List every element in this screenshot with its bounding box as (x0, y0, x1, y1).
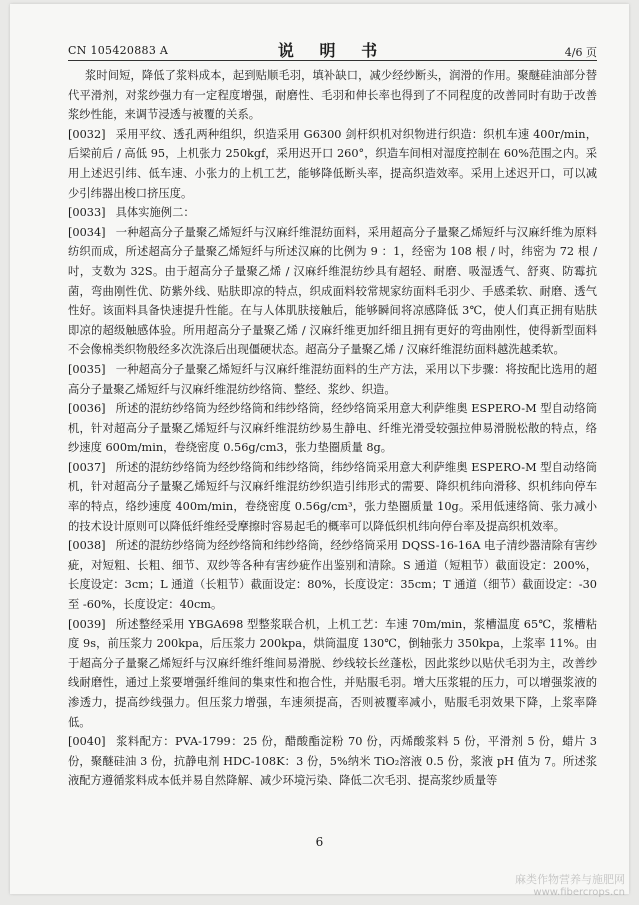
page-number: 6 (315, 835, 324, 849)
paragraph-number: [0035] (68, 362, 106, 376)
paragraph-text: 所述整经采用 YBGA698 型整浆联合机，上机工艺：车速 70m/min，浆槽温度 65℃，浆槽粘度 9s，前压浆力 200kpa，后压浆力 200kpa，烘筒温度 130℃，倒轴张力 350kpa，上浆率 11%。由于超高分子量聚乙烯短纤与汉麻纤维纤维间易滑脱、纱线较长丝蓬松，因此浆纱以贴伏毛羽为主，改善纱线耐磨性，通过上浆要增强纤维间的集束性和抱合性，并贴服毛羽。增大压浆辊的压力，可以增强浆液的渗透力，提高纱线强力。但压浆力增强，车速须提高，否则被覆率减小，贴服毛羽效果下降，上浆率降低。 (68, 617, 597, 729)
page-indicator: 4/6 页 (564, 46, 597, 59)
patent-number: CN 105420883 A (68, 44, 169, 57)
paragraph-number: [0040] (68, 735, 106, 749)
paragraph-number: [0036] (68, 402, 106, 416)
paragraph-text: 浆料配方：PVA-1799：25 份，醋酸酯淀粉 70 份，丙烯酸浆料 5 份，平滑剂 5 份，蜡片 3 份，聚醚硅油 3 份，抗静电剂 HDC-108K：3 份，5%纳米 TiO₂溶液 0.5 份，浆液 pH 值为 7。所述浆液配方遵循浆料成本低并易自然降解、减少环境污染、降低二次毛羽、提高浆纱质量等 (68, 735, 597, 788)
document-title: 说 明 书 (277, 41, 388, 60)
paragraph-text: 一种超高分子量聚乙烯短纤与汉麻纤维混纺面料的生产方法，采用以下步骤：将按配比选用的超高分子量聚乙烯短纤与汉麻纤维混纺纱络筒、整经、浆纱、织造。 (68, 362, 597, 396)
paragraph (68, 203, 597, 223)
paragraph-text: 一种超高分子量聚乙烯短纤与汉麻纤维混纺面料，采用超高分子量聚乙烯短纤与汉麻纤维为原料纺织而成，所述超高分子量聚乙烯短纤与所述汉麻的比例为 9 ：1，经密为 108 根 / 吋，纬密为 72 根 / 吋，支数为 32S。由于超高分子量聚乙烯 / 汉麻纤维混纺纱具有超轻、耐磨、吸湿透气、舒爽、防霉抗菌，弯曲刚性优、防紫外线、贴肤即凉的特点，织成面料较常规家纺面料毛羽少、手感柔软、耐磨、透气性好。该面料具备快速提升性能。在与人体肌肤接触后，能够瞬间将凉感降低 3℃，使人们真正拥有贴肤即凉的超级触感体验。所用超高分子量聚乙烯 / 汉麻纤维更加纤细且拥有更好的弯曲刚性，使得新型面料不会像棉类织物般经多次洗涤后出现僵硬状态。超高分子量聚乙烯 / 汉麻纤维混纺面料越洗越柔软。 (68, 225, 597, 357)
paragraph (68, 66, 597, 125)
paragraph (68, 536, 597, 614)
paragraph-number: [0033] (68, 206, 106, 220)
document-page (10, 4, 629, 894)
paragraph-text: 采用平纹、透孔两种组织，织造采用 G6300 剑杆织机对织物进行织造：织机车速 400r/min，后梁前后 / 高低 95，上机张力 250kgf，采用迟开口 260°，织造车间相对湿度控制在 60%范围之内。采用上述迟引纬、低车速、小张力的上机工艺，能够降低断头率，提高织造效率。采用上述迟开口，可以减少引纬器出梭口挤压度。 (68, 127, 597, 200)
watermark-url: www.fibercrops.cn (533, 887, 625, 898)
paragraph-text: 所述的混纺纱络筒为经纱络筒和纬纱络筒，经纱络筒采用意大利萨维奥 ESPERO-M 型自动络筒机，针对超高分子量聚乙烯短纤与汉麻纤维混纺纱易生静电、纤维光滑受较强拉伸易滑脱松散的特点，络纱速度 600m/min，卷绕密度 0.56g/cm3，张力垫圈质量 8g。 (68, 402, 597, 455)
watermark (515, 873, 625, 899)
paragraph-number: [0038] (68, 539, 106, 553)
paragraph-text: 具体实施例二： (115, 206, 195, 220)
paragraph-text: 所述的混纺纱络筒为经纱络筒和纬纱络筒，纬纱络筒采用意大利萨维奥 ESPERO-M 型自动络筒机，针对超高分子量聚乙烯短纤与汉麻纤维混纺纱织造引纬形式的需要、降织机纬向滑移、织机纬向停车率的特点，络纱速度 400m/min，卷绕密度 0.56g/cm³，张力垫圈质量 10g。采用低速络筒、张力减小的技术设计原则可以降低纤维经受摩擦时容易起毛的概率可以降低织机纬向停台率及提高织机效率。 (68, 460, 597, 533)
paragraph-number: [0034] (68, 225, 106, 239)
paragraph (68, 125, 597, 203)
document-body (68, 66, 597, 791)
paragraph-text: 所述的混纺纱络筒为经纱络筒和纬纱络筒，经纱络筒采用 DQSS-16-16A 电子清纱器清除有害纱疵，对短粗、长粗、细节、双纱等各种有害纱疵作出鉴别和清除。S 通道（短粗节）截面设定：200%，长度设定：3cm；L 通道（长粗节）截面设定：80%，长度设定：35cm；T 通道（细节）截面设定：-30 至 -60%，长度设定：40cm。 (68, 539, 597, 612)
page-header (68, 34, 597, 61)
paragraph (68, 360, 597, 399)
paragraph-number: [0039] (68, 617, 106, 631)
paragraph (68, 458, 597, 536)
paragraph (68, 223, 597, 360)
paragraph (68, 399, 597, 458)
paragraph (68, 732, 597, 791)
paragraph (68, 615, 597, 733)
paragraph-text: 浆时间短，降低了浆料成本，起到贴顺毛羽，填补缺口，减少经纱断头，润滑的作用。聚醚硅油部分替代平滑剂，对浆纱强力有一定程度增强，耐磨性、毛羽和伸长率也得到了不同程度的改善同时有助于改善浆纱性能，来调节浸透与被覆的关系。 (68, 69, 597, 122)
paragraph-number: [0037] (68, 460, 106, 474)
watermark-site-name: 麻类作物营养与施肥网 (515, 873, 625, 886)
paragraph-number: [0032] (68, 127, 106, 141)
